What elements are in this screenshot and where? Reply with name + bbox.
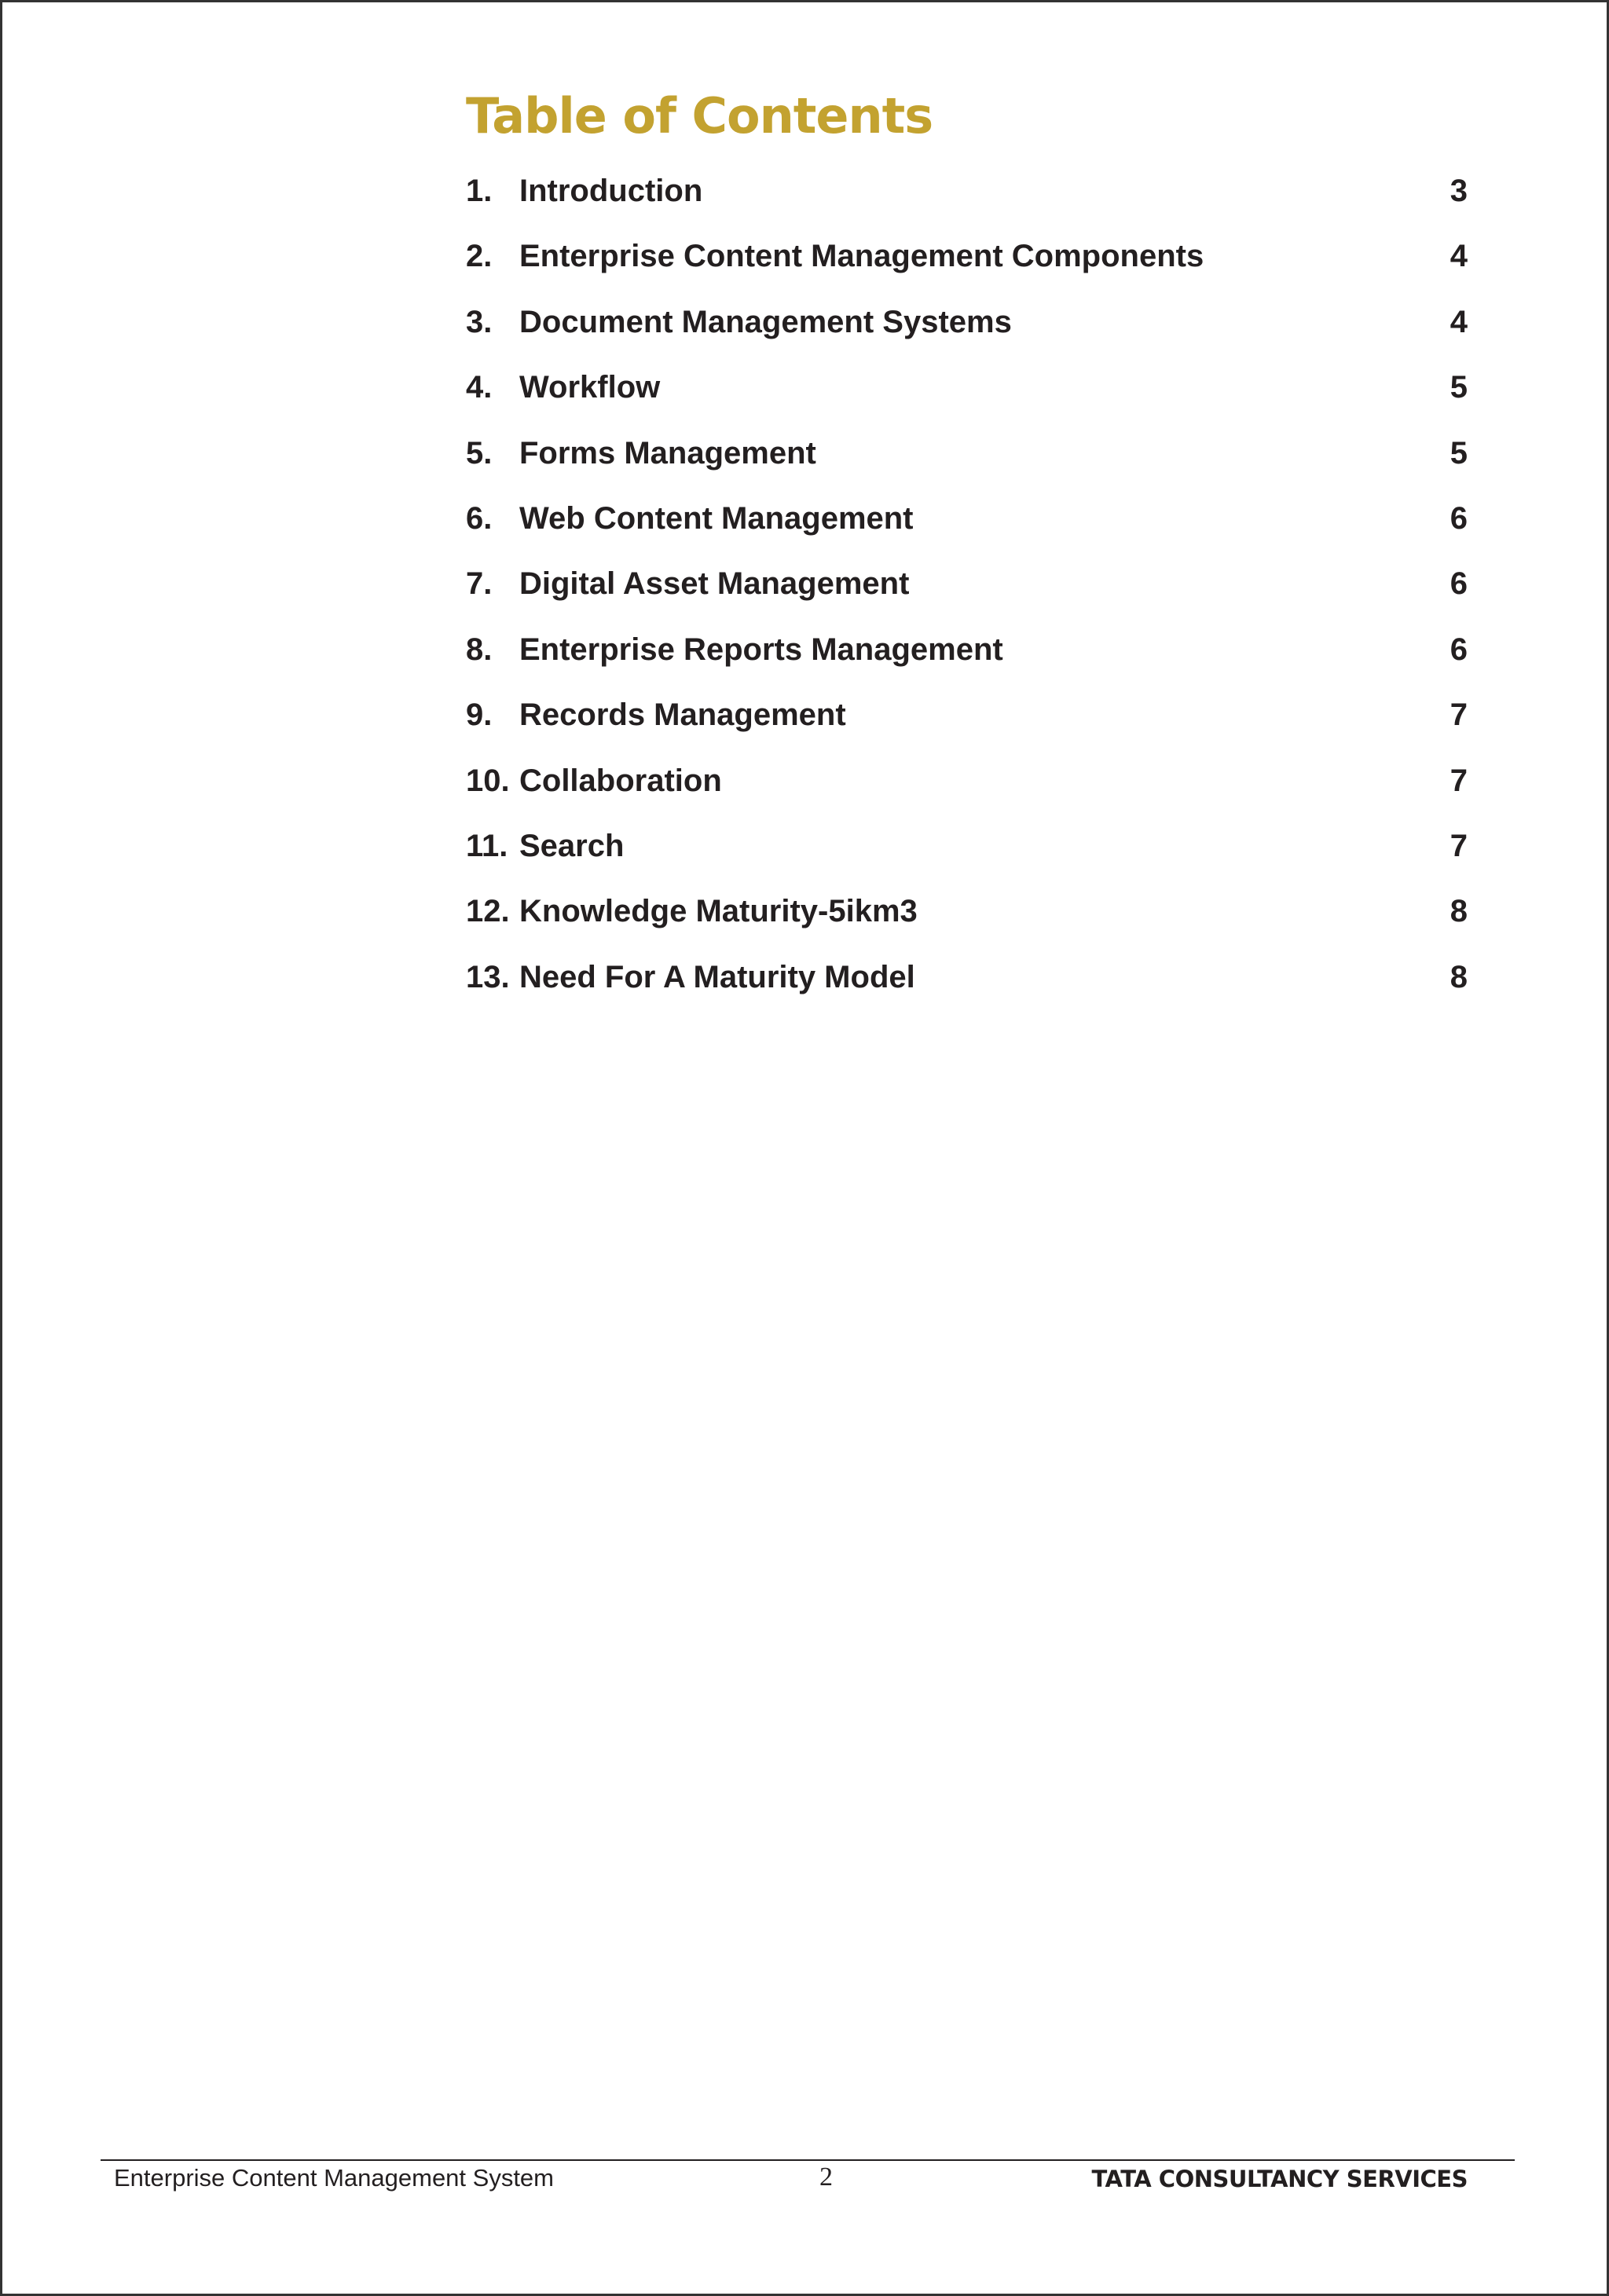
toc-entry-label: Document Management Systems: [519, 304, 1012, 339]
toc-entry-number: 4.: [466, 370, 493, 405]
toc-entry-page: 4: [1450, 304, 1468, 339]
toc-entry-page: 6: [1450, 566, 1468, 602]
toc-entry-label: Introduction: [519, 174, 703, 208]
toc-entry-page: 8: [1450, 894, 1468, 929]
toc-entry-page: 7: [1450, 763, 1468, 798]
toc-entry[interactable]: [466, 945, 1468, 1010]
toc-entry[interactable]: [466, 224, 1468, 289]
toc-entry-number: 5.: [466, 435, 493, 471]
toc-entry-label: Web Content Management: [519, 500, 914, 536]
toc-entry-number: 8.: [466, 632, 493, 667]
toc-entry-label: Knowledge Maturity-5ikm3: [519, 894, 918, 929]
toc-entry[interactable]: [466, 683, 1468, 748]
toc-entry[interactable]: [466, 879, 1468, 944]
toc-entry-page: 8: [1450, 959, 1468, 994]
toc-entry-number: 7.: [466, 566, 493, 602]
toc-entry-label: Records Management: [519, 698, 846, 733]
toc-entry-number: 1.: [466, 174, 493, 208]
toc-entry[interactable]: [466, 551, 1468, 617]
footer-document-title: Enterprise Content Management System: [114, 2164, 554, 2192]
toc-entry-number: 2.: [466, 239, 493, 274]
toc-title: Table of Contents: [466, 87, 933, 145]
toc-entry-label: Need For A Maturity Model: [519, 959, 915, 994]
toc-entry-number: 3.: [466, 304, 493, 339]
toc-entry-page: 4: [1450, 239, 1468, 274]
footer-company-name: TATA CONSULTANCY SERVICES: [1091, 2166, 1468, 2192]
toc-entry-number: 6.: [466, 500, 493, 536]
toc-entry[interactable]: [466, 814, 1468, 879]
toc-entry[interactable]: [466, 290, 1468, 355]
toc-entry-label: Workflow: [519, 370, 661, 405]
toc-entry-label: Enterprise Content Management Components: [519, 239, 1204, 274]
toc-entry-number: 13.: [466, 959, 510, 994]
toc-entry[interactable]: [466, 486, 1468, 551]
footer-divider: [101, 2159, 1515, 2161]
toc-entry-label: Forms Management: [519, 435, 816, 471]
toc-entry[interactable]: [466, 421, 1468, 486]
toc-entry-page: 7: [1450, 698, 1468, 733]
toc-list: [466, 159, 1468, 1010]
toc-entry-page: 6: [1450, 500, 1468, 536]
toc-entry-number: 11.: [466, 828, 508, 863]
footer-page-number: 2: [819, 2162, 833, 2192]
toc-entry-label: Collaboration: [519, 763, 722, 798]
toc-entry-label: Enterprise Reports Management: [519, 632, 1003, 667]
toc-entry-page: 7: [1450, 828, 1468, 863]
toc-entry-label: Search: [519, 828, 625, 863]
toc-entry-page: 3: [1450, 174, 1468, 208]
toc-entry[interactable]: [466, 355, 1468, 420]
toc-entry[interactable]: [466, 749, 1468, 814]
toc-entry-number: 9.: [466, 698, 493, 733]
toc-entry-page: 6: [1450, 632, 1468, 667]
toc-entry-number: 10.: [466, 763, 510, 798]
toc-entry-label: Digital Asset Management: [519, 566, 910, 602]
toc-entry-page: 5: [1450, 370, 1468, 405]
toc-entry[interactable]: [466, 159, 1468, 224]
toc-entry-number: 12.: [466, 894, 510, 929]
toc-entry[interactable]: [466, 617, 1468, 683]
toc-entry-page: 5: [1450, 435, 1468, 471]
